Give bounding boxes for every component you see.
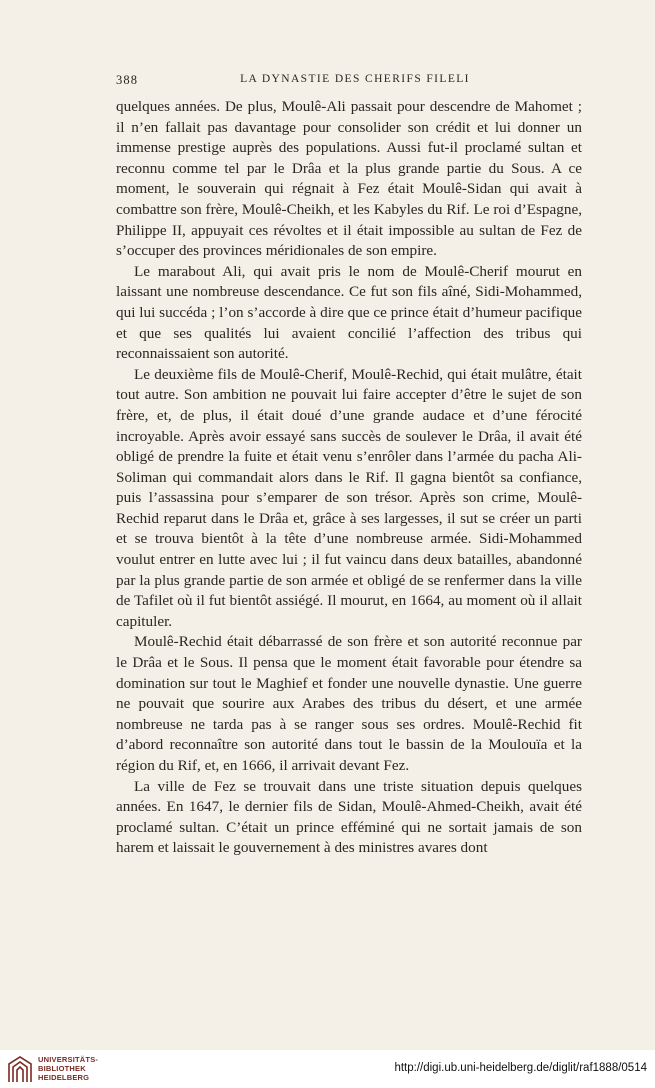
paragraph: La ville de Fez se trouvait dans une triste situation depuis quelques années. En 1647, le dernier fils de Sidan, Moulê-Ahmed-Cheikh, avait été proclamé sultan. C’était un prince efféminé qui ne sortait jamais de son harem et laissait le gouvernement à des ministres avares dont	[116, 777, 582, 857]
paragraph: Le deuxième fils de Moulê-Cherif, Moulê-Rechid, qui était mulâtre, était tout autre. Son ambition ne pouvait lui faire accepter d’être le sujet de son frère, et, de plus, il était doué d’une grande audace et d’une férocité incroyable. Après avoir essayé sans succès de soulever le Drâa, il avait été obligé de prendre la fuite et était venu s’enrôler dans l’armée du pacha Ali-Soliman qui commandait alors dans le Rif. Il gagna bientôt sa confiance, puis l’assassina pour s’emparer de son trésor. Après son crime, Moulê-Rechid reparut dans le Drâa et, grâce à ses largesses, il sut se créer un parti et se trouva bientôt à la tête d’une nombreuse armée. Sidi-Mohammed voulut entrer en lutte avec lui ; il fut vaincu dans deux batailles, abandonné par la plus grande partie de son armée et obligé de se renfermer dans la ville de Tafilet où il fut bientôt assiégé. Il mourut, en 1664, au moment où il allait capituler.	[116, 365, 582, 630]
paragraph: quelques années. De plus, Moulê-Ali passait pour descendre de Mahomet ; il n’en fallait pas davantage pour consolider son crédit et lui donner un immense prestige auprès des populations. Aussi fut-il proclamé sultan et reconnu comme tel par le Drâa et la plus grande partie du Sous. A ce moment, le souverain qui régnait à Fez était Moulê-Sidan qui avait à combattre son frère, Moulê-Cheikh, et les Kabyles du Rif. Le roi d’Espagne, Philippe II, appuyait ces révoltes et il était impossible au sultan de Fez de s’occuper des provinces méridionales de son empire.	[116, 98, 582, 260]
heidelberg-library-logo-icon[interactable]	[6, 1054, 34, 1084]
running-title: LA DYNASTIE DES CHERIFS FILELI	[240, 73, 470, 85]
body-text	[116, 97, 582, 859]
source-url-link[interactable]: http://digi.ub.uni-heidelberg.de/diglit/raf1888/0514	[394, 1062, 647, 1074]
library-name	[38, 1055, 98, 1082]
page-number: 388	[116, 73, 139, 87]
library-name-line: UNIVERSITÄTS-	[38, 1055, 99, 1064]
paragraph: Le marabout Ali, qui avait pris le nom de Moulê-Cherif mourut en laissant une nombreuse descendance. Ce fut son fils aîné, Sidi-Mohammed, qui lui succéda ; l’on s’accorde à dire que ce prince était d’humeur pacifique et que ses qualités lui avaient concilié l’affection des tribus qui reconnaissaient son autorité.	[116, 262, 582, 363]
library-name-line: BIBLIOTHEK	[38, 1064, 86, 1073]
running-head	[116, 73, 582, 91]
library-name-line: HEIDELBERG	[38, 1073, 90, 1082]
paragraph: Moulê-Rechid était débarrassé de son frère et son autorité reconnue par le Drâa et le Sous. Il pensa que le moment était favorable pour étendre sa domination sur tout le Maghief et fonder une nouvelle dynastie. Une guerre ne pouvait que sourire aux Arabes des tribus du désert, et une armée nombreuse ne tarda pas à se ranger sous ses ordres. Moulê-Rechid fit d’abord reconnaître son autorité dans tout le bassin de la Moulouïa et la région du Rif, et, en 1666, il arrivait devant Fez.	[116, 633, 582, 774]
footer-bar	[0, 1050, 655, 1088]
